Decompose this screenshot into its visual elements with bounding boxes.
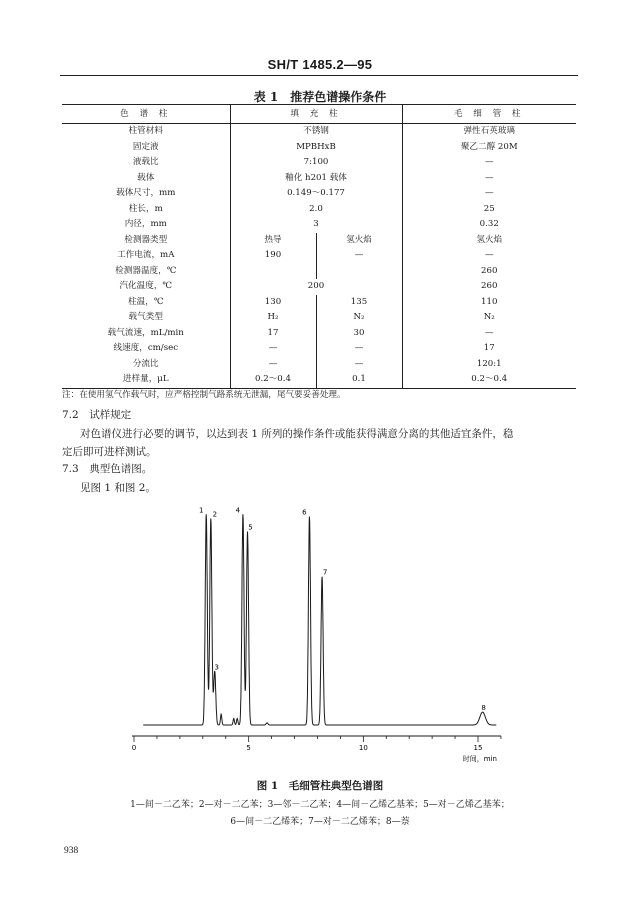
section-7-3-paragraph: 见图 1 和图 2。 bbox=[80, 482, 156, 494]
capillary-column-value: — bbox=[402, 186, 576, 202]
table-title: 表 1 推荐色谱操作条件 bbox=[253, 90, 387, 104]
packed-column-value: 7:100 bbox=[230, 155, 402, 171]
section-7-3-heading: 7.3 典型色谱图。 bbox=[62, 463, 153, 475]
capillary-column-value: 260 bbox=[402, 264, 576, 280]
row-label: 进样量，μL bbox=[62, 372, 230, 388]
peak-label: 5 bbox=[248, 523, 253, 532]
table-header-row bbox=[62, 105, 576, 124]
table-row bbox=[62, 124, 576, 140]
chromatogram-chart bbox=[0, 500, 640, 770]
table-row bbox=[62, 279, 576, 295]
capillary-column-value: 260 bbox=[402, 279, 576, 295]
packed-column-value: MPBHxB bbox=[230, 140, 402, 156]
header-rule bbox=[60, 75, 578, 76]
capillary-column-value: 120:1 bbox=[402, 357, 576, 373]
x-axis-ticks bbox=[132, 736, 501, 752]
table-body bbox=[62, 124, 576, 389]
figure-legend-line2: 6—间－二乙烯苯；7—对－二乙烯苯；8—萘 bbox=[230, 817, 410, 827]
packed-fid-value: 氢火焰 bbox=[316, 233, 402, 249]
table-row bbox=[62, 326, 576, 342]
chromatogram-trace bbox=[143, 514, 496, 725]
packed-column-value: 0.149～0.177 bbox=[230, 186, 402, 202]
capillary-column-value: — bbox=[402, 155, 576, 171]
row-label: 固定液 bbox=[132, 141, 159, 152]
section-7-2-paragraph-line2: 定后即可进样测试。 bbox=[62, 446, 157, 458]
packed-fid-value bbox=[316, 264, 402, 280]
packed-fid-value: 0.1 bbox=[316, 372, 402, 388]
table-row bbox=[62, 155, 576, 171]
packed-fid-value: N₂ bbox=[316, 310, 402, 326]
table-row bbox=[62, 217, 576, 233]
row-label: 检测器温度，℃ bbox=[115, 265, 177, 276]
row-label: 汽化温度，℃ bbox=[119, 281, 173, 291]
row-label: 内径，mm bbox=[124, 219, 167, 229]
table-row bbox=[62, 233, 576, 249]
table-row bbox=[62, 372, 576, 388]
row-label: 工作电流，mA bbox=[117, 250, 175, 260]
packed-fid-value: — bbox=[316, 341, 402, 357]
table-row bbox=[62, 140, 576, 156]
capillary-column-value: 0.2～0.4 bbox=[402, 372, 576, 388]
packed-tcd-value: 热导 bbox=[230, 233, 316, 249]
row-label: 柱长，m bbox=[128, 203, 163, 214]
packed-tcd-value: 17 bbox=[230, 326, 316, 342]
packed-column-value: 3 bbox=[230, 217, 402, 233]
col-header-capillary: 毛 细 管 柱 bbox=[402, 105, 576, 124]
packed-tcd-value: 190 bbox=[230, 248, 316, 264]
peak-label: 3 bbox=[214, 663, 219, 672]
capillary-column-value: — bbox=[402, 248, 576, 264]
packed-column-value: 不锈钢 bbox=[230, 124, 402, 140]
table-row bbox=[62, 341, 576, 357]
row-label: 载体尺寸，mm bbox=[116, 188, 176, 198]
peak-label: 4 bbox=[235, 506, 241, 515]
packed-tcd-value: 0.2～0.4 bbox=[230, 372, 316, 388]
row-label: 检测器类型 bbox=[124, 234, 168, 245]
capillary-column-value: 110 bbox=[402, 295, 576, 311]
peak-label: 1 bbox=[198, 506, 204, 515]
packed-column-value: 200 bbox=[230, 279, 402, 295]
packed-column-value: 2.0 bbox=[230, 202, 402, 218]
x-tick-label: 0 bbox=[131, 744, 137, 752]
packed-fid-value: — bbox=[316, 248, 402, 264]
packed-tcd-value bbox=[230, 264, 316, 280]
table-row bbox=[62, 248, 576, 264]
row-label: 线速度，cm/sec bbox=[113, 343, 179, 353]
peak-label: 8 bbox=[481, 704, 486, 713]
section-7-2-heading: 7.2 试样规定 bbox=[62, 409, 132, 421]
row-label: 载气流速，mL/min bbox=[107, 327, 184, 338]
capillary-column-value: 聚乙二醇 20M bbox=[402, 140, 576, 156]
table-row bbox=[62, 186, 576, 202]
row-label: 柱温，℃ bbox=[128, 296, 164, 307]
table-row bbox=[62, 171, 576, 187]
capillary-column-value: — bbox=[402, 326, 576, 342]
row-label: 液载比 bbox=[132, 157, 159, 167]
packed-tcd-value: 130 bbox=[230, 295, 316, 311]
capillary-column-value: 25 bbox=[402, 202, 576, 218]
x-axis-label: 时间，min bbox=[462, 755, 497, 763]
x-tick-label: 5 bbox=[246, 744, 251, 752]
row-label: 载气类型 bbox=[128, 312, 163, 322]
capillary-column-value: N₂ bbox=[402, 310, 576, 326]
packed-column-value: 釉化 h201 载体 bbox=[230, 171, 402, 187]
col-header-packed: 填 充 柱 bbox=[230, 105, 402, 124]
x-tick-label: 15 bbox=[473, 744, 483, 752]
table-note: 注：在使用氢气作载气时，应严格控制气路系统无泄漏，尾气要妥善处理。 bbox=[62, 390, 346, 400]
packed-tcd-value: — bbox=[230, 341, 316, 357]
capillary-column-value: 弹性石英玻璃 bbox=[402, 124, 576, 140]
col-header-column: 色 谱 柱 bbox=[62, 105, 230, 124]
peak-label: 7 bbox=[322, 568, 328, 577]
figure-title: 图 1 毛细管柱典型色谱图 bbox=[256, 780, 384, 792]
packed-fid-value: 135 bbox=[316, 295, 402, 311]
peak-label: 6 bbox=[302, 508, 307, 517]
packed-fid-value: — bbox=[316, 357, 402, 373]
document-header: SH/T 1485.2—95 bbox=[267, 57, 373, 72]
packed-tcd-value: H₂ bbox=[230, 310, 316, 326]
operating-conditions-table bbox=[62, 104, 576, 389]
section-7-2-paragraph-line1: 对色谱仪进行必要的调节，以达到表 1 所列的操作条件或能获得满意分离的其他适宜条件，稳 bbox=[80, 428, 514, 440]
packed-fid-value: 30 bbox=[316, 326, 402, 342]
row-label: 载体 bbox=[137, 172, 155, 183]
row-label: 分流比 bbox=[132, 358, 159, 369]
capillary-column-value: 0.32 bbox=[402, 217, 576, 233]
table-row bbox=[62, 310, 576, 326]
row-label: 柱管材料 bbox=[128, 126, 163, 136]
table-row bbox=[62, 264, 576, 280]
table-row bbox=[62, 295, 576, 311]
capillary-column-value: 氢火焰 bbox=[402, 233, 576, 249]
page-number: 938 bbox=[64, 846, 79, 856]
table-row bbox=[62, 202, 576, 218]
packed-tcd-value: — bbox=[230, 357, 316, 373]
peak-label: 2 bbox=[212, 510, 218, 519]
capillary-column-value: 17 bbox=[402, 341, 576, 357]
capillary-column-value: — bbox=[402, 171, 576, 187]
x-tick-label: 10 bbox=[358, 744, 368, 752]
table-row bbox=[62, 357, 576, 373]
figure-legend-line1: 1—间－二乙苯；2—对－二乙苯；3—邻－二乙苯；4—间－乙烯乙基苯；5—对－乙烯乙基苯； bbox=[130, 800, 510, 810]
